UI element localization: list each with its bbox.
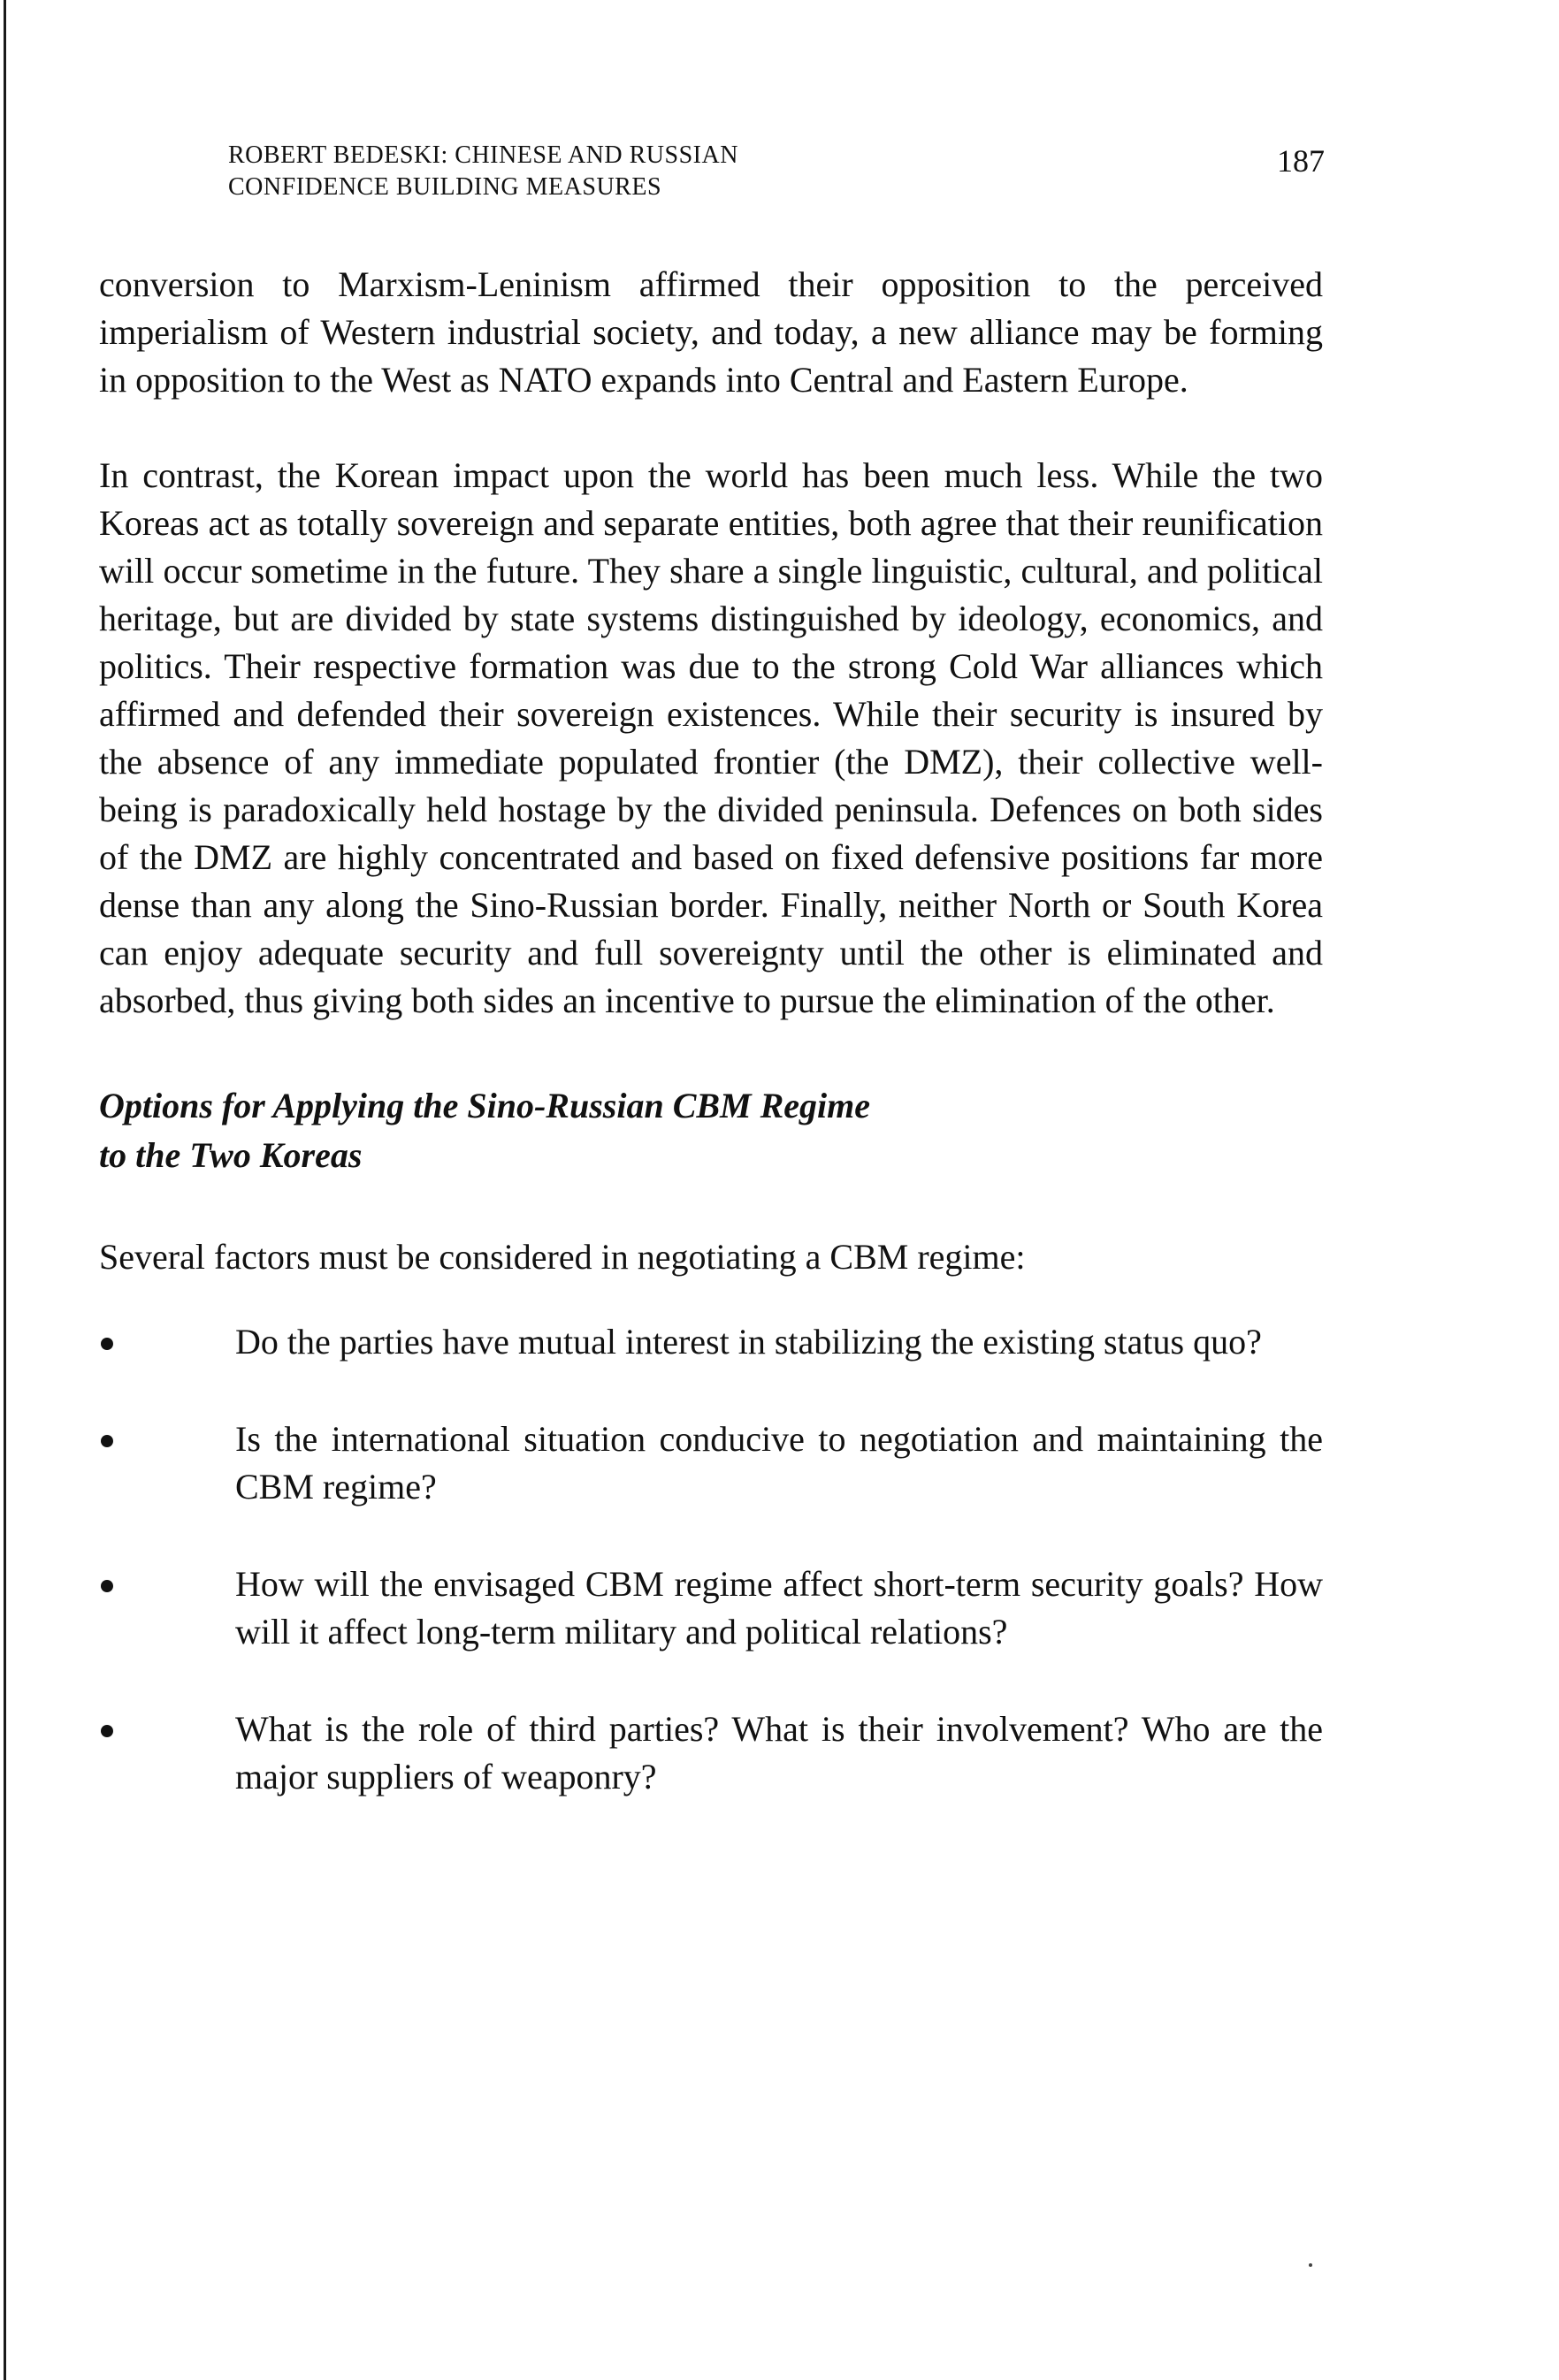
page-edge-rule [4, 0, 6, 2380]
section-heading-line-1: Options for Applying the Sino-Russian CBM Regime [99, 1086, 871, 1125]
list-item-text: How will the envisaged CBM regime affect short-term security goals? How will it affect long-term military and political relations? [235, 1564, 1323, 1652]
bullet-icon [101, 1580, 113, 1592]
page-header [228, 140, 1325, 219]
intro-paragraph: Several factors must be considered in negotiating a CBM regime: [99, 1237, 1026, 1277]
running-head-line-1: ROBERT BEDESKI: CHINESE AND RUSSIAN [228, 141, 738, 169]
list-item [99, 1415, 1323, 1511]
section-heading [99, 1081, 1323, 1180]
list-item-text: Is the international situation conducive to negotiation and maintaining the CBM regime? [235, 1419, 1323, 1507]
paragraph-2: In contrast, the Korean impact upon the world has been much less. While the two Koreas act as totally sovereign and separate entities, both agree that their reunification will occur sometime in the future. They share a single linguistic, cultural, and political heritage, but are divided by state systems distinguished by ideology, economics, and politics. Their respective formation was due to the strong Cold War alliances which affirmed and defended their sovereign existences. While their security is insured by the absence of any immediate populated frontier (the DMZ), their collective well-being is paradoxically held hostage by the divided peninsula. Defences on both sides of the DMZ are highly concentrated and based on fixed defensive positions far more dense than any along the Sino-Russian border. Finally, neither North or South Korea can enjoy adequate security and full sovereignty until the other is eliminated and absorbed, thus giving both sides an incentive to pursue the elimination of the other. [99, 455, 1323, 1020]
page-body [99, 261, 1323, 1850]
list-item [99, 1705, 1323, 1801]
paragraph-1: conversion to Marxism-Leninism affirmed their opposition to the perceived imperialism of Western industrial society, and today, a new alliance may be forming in opposition to the West as NATO expands into Central and Eastern Europe. [99, 264, 1323, 400]
running-head [228, 140, 738, 203]
list-item-text: What is the role of third parties? What is their involvement? Who are the major suppliers of weaponry? [235, 1709, 1323, 1796]
list-item [99, 1560, 1323, 1656]
bullet-icon [101, 1725, 113, 1737]
section-heading-line-2: to the Two Koreas [99, 1135, 363, 1175]
bullet-icon [101, 1435, 113, 1447]
page-number: 187 [1277, 143, 1325, 179]
running-head-line-2: CONFIDENCE BUILDING MEASURES [228, 173, 662, 201]
bullet-icon [101, 1338, 113, 1350]
factor-list [99, 1318, 1323, 1801]
list-item [99, 1318, 1323, 1366]
list-item-text: Do the parties have mutual interest in stabilizing the existing status quo? [235, 1322, 1262, 1362]
scan-speck [1309, 2263, 1312, 2267]
